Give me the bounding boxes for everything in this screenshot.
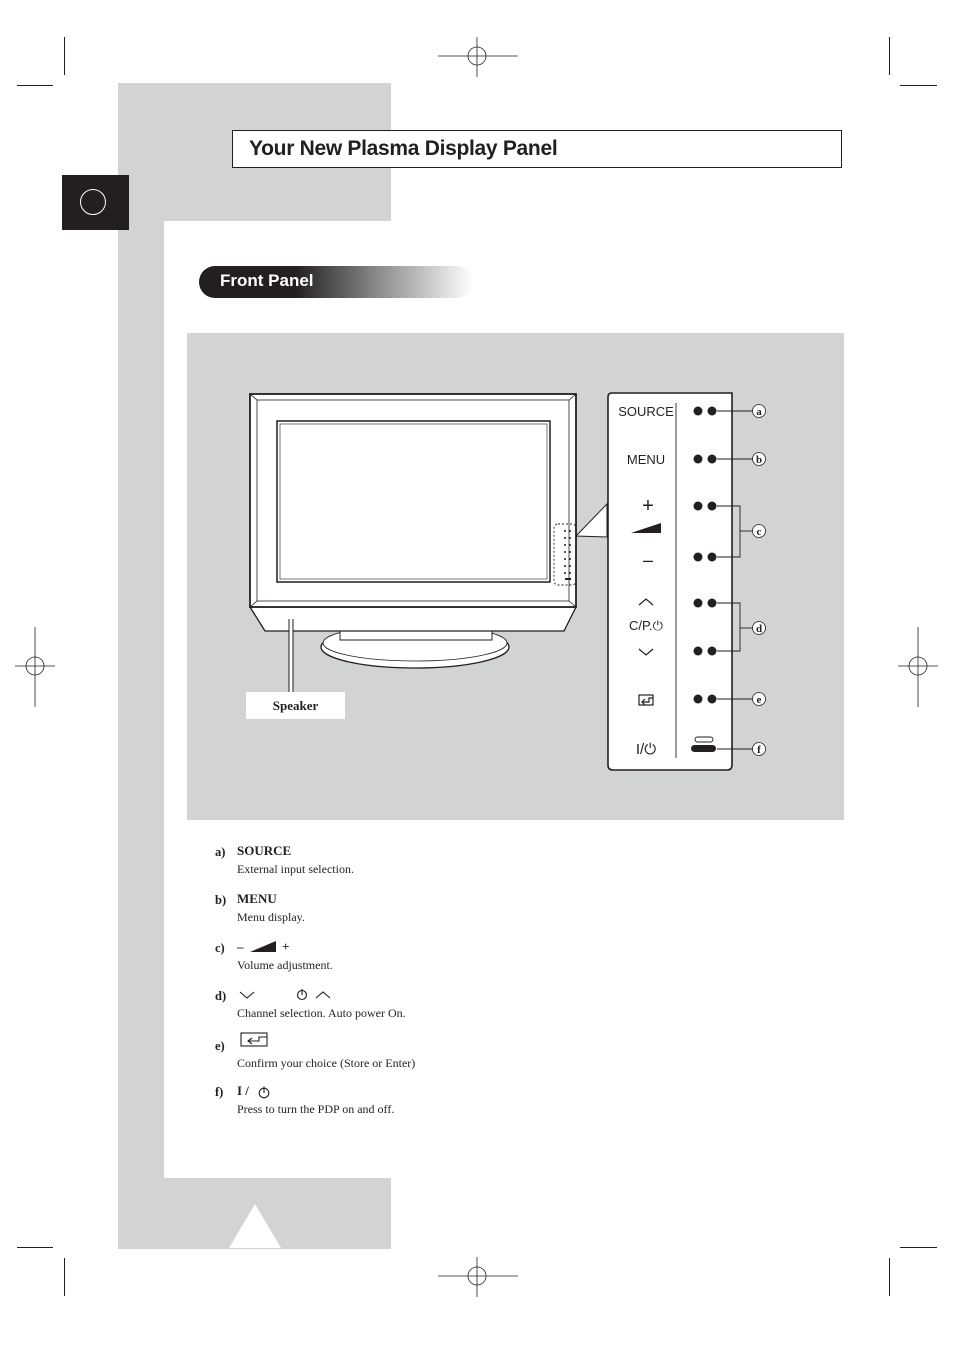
tv-illustration — [250, 394, 576, 692]
grey-side-strip — [118, 221, 164, 1249]
channel-symbols-icon — [237, 987, 347, 1003]
callout-c: c — [756, 526, 762, 538]
enter-icon — [237, 1031, 271, 1049]
panel-power-label: I/⏻ — [635, 741, 657, 758]
control-panel-illustration — [608, 393, 766, 770]
panel-vol-minus-label: – — [642, 550, 654, 570]
callout-e: e — [756, 694, 762, 706]
vol-minus-text: – — [237, 939, 244, 954]
section-header — [199, 266, 473, 298]
registration-mark-top — [438, 37, 518, 77]
section-title: Front Panel — [220, 271, 314, 290]
speaker-label: Speaker — [246, 692, 345, 719]
volume-wedge-icon — [250, 941, 276, 952]
callout-f: f — [757, 744, 761, 756]
registration-mark-bottom — [438, 1257, 518, 1297]
language-tab — [62, 175, 129, 230]
callout-a: a — [756, 406, 762, 418]
power-icon — [257, 1085, 271, 1099]
page-title-box — [232, 130, 842, 168]
panel-vol-plus-label: + — [642, 495, 654, 517]
language-circle-icon — [80, 189, 106, 215]
front-panel-illustration — [187, 333, 844, 820]
vol-plus-text: + — [282, 939, 290, 954]
callout-b: b — [755, 454, 763, 466]
registration-mark-left — [15, 627, 55, 707]
page-title: Your New Plasma Display Panel — [249, 137, 558, 160]
panel-channel-label: C/P.⏻ — [629, 618, 663, 633]
panel-menu-label: MENU — [626, 452, 666, 467]
page-triangle-icon — [229, 1204, 281, 1248]
callout-d: d — [755, 623, 763, 635]
registration-mark-right — [898, 627, 938, 707]
panel-source-label: SOURCE — [618, 404, 674, 419]
